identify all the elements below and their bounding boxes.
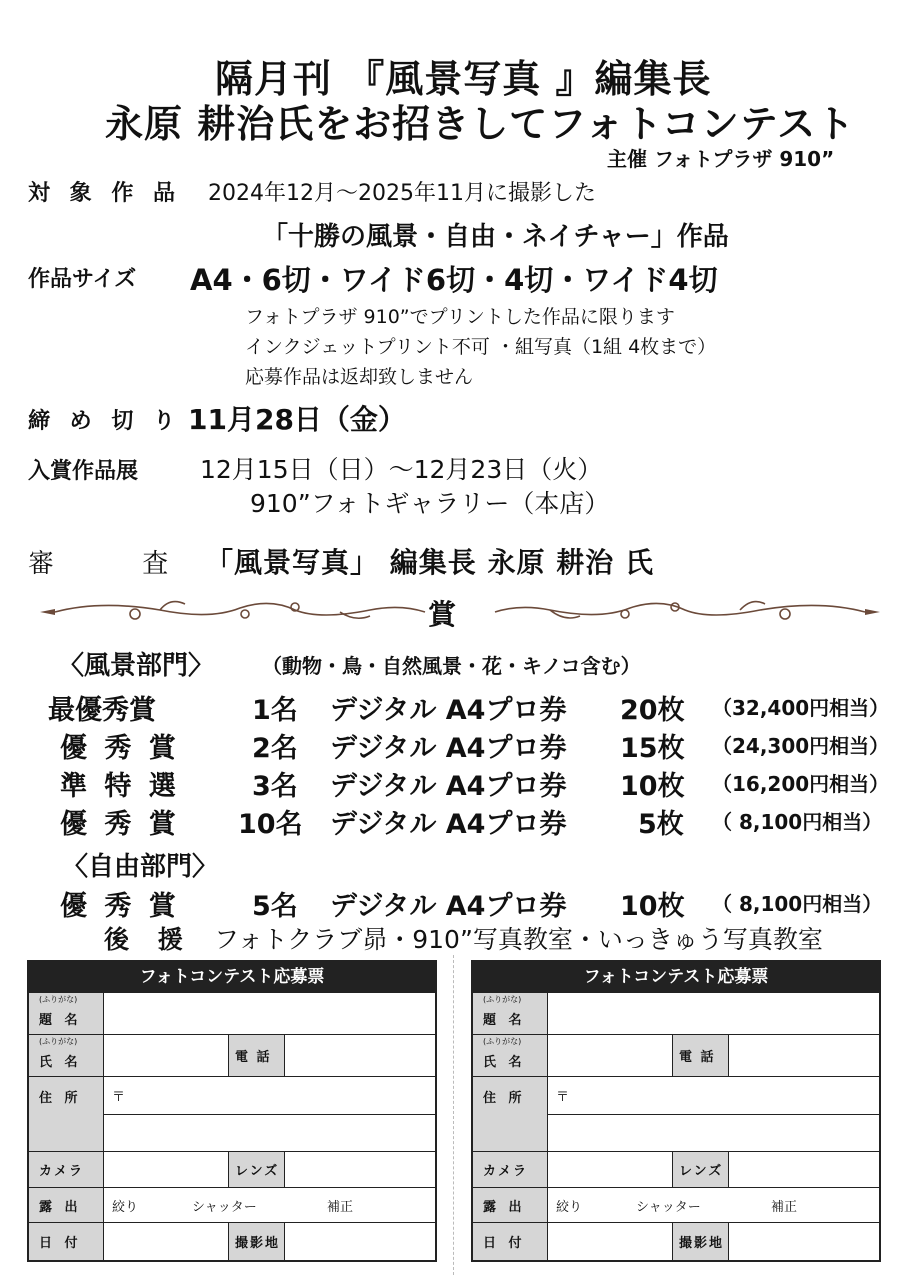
camera-label: カメラ	[29, 1152, 104, 1187]
support-label: 後 援	[104, 925, 193, 954]
date-field[interactable]	[548, 1223, 672, 1260]
form-row-address	[29, 1076, 435, 1151]
exhibition-venue: 910”フォトギャラリー（本店）	[250, 489, 610, 518]
deadline-value: 11月28日（金）	[188, 403, 406, 436]
award-count: 2名	[252, 733, 298, 764]
phone-field[interactable]	[285, 1035, 435, 1076]
header-line2: 永原 耕治氏をお招きしてフォトコンテスト	[105, 102, 856, 146]
form-row-camera	[29, 1151, 435, 1187]
award-count: 3名	[252, 771, 298, 802]
shutter-label: シャッター	[636, 1199, 701, 1215]
judge-label: 審 査	[28, 549, 209, 579]
award-qty: 10枚	[620, 891, 685, 922]
award-count: 10名	[238, 809, 303, 840]
award-prize: デジタル A4プロ券	[330, 809, 567, 840]
form-row-exposure	[473, 1187, 879, 1222]
title-field[interactable]	[548, 993, 879, 1034]
title-field[interactable]	[104, 993, 435, 1034]
name-label-text: 氏 名	[39, 1055, 82, 1070]
subject-period: 2024年12月～2025年11月に撮影した	[208, 181, 596, 206]
award-qty: 10枚	[620, 771, 685, 802]
organizer: 主催 フォトプラザ 910”	[607, 147, 835, 171]
form-title: フォトコンテスト応募票	[473, 962, 879, 992]
award-qty: 15枚	[620, 733, 685, 764]
form-row-camera	[473, 1151, 879, 1187]
award-qty: 20枚	[620, 695, 685, 726]
lens-field[interactable]	[729, 1152, 879, 1187]
form-title: フォトコンテスト応募票	[29, 962, 435, 992]
awards-flourish	[40, 592, 880, 632]
award-value: （ 8,100円相当）	[712, 892, 883, 916]
exhibition-dates: 12月15日（日）～12月23日（火）	[200, 455, 603, 484]
address-field-1[interactable]	[104, 1077, 435, 1115]
address-field-2[interactable]	[104, 1115, 435, 1152]
form-title-label	[29, 993, 104, 1034]
subject-theme: 「十勝の風景・自由・ネイチャー」作品	[262, 222, 729, 252]
award-value: （16,200円相当）	[712, 772, 890, 796]
size-note-3: 応募作品は返却致しません	[245, 366, 474, 388]
camera-field[interactable]	[548, 1152, 672, 1187]
form-name-label	[473, 1035, 548, 1076]
lens-label: レンズ	[672, 1152, 729, 1187]
form-row-title	[473, 992, 879, 1034]
furigana-note: (ふりがな)	[483, 1037, 522, 1046]
award-name: 優 秀 賞	[60, 891, 180, 922]
support-value: フォトクラブ昴・910”写真教室・いっきゅう写真教室	[214, 925, 823, 954]
deadline-label: 締 め 切 り	[28, 409, 181, 434]
form-row-exposure	[29, 1187, 435, 1222]
aperture-label: 絞り	[556, 1199, 583, 1215]
exposure-label: 露 出	[473, 1188, 548, 1222]
date-label: 日 付	[473, 1223, 548, 1260]
compensation-label: 補正	[771, 1199, 798, 1215]
award-qty: 5枚	[638, 809, 684, 840]
furigana-note: (ふりがな)	[39, 1037, 78, 1046]
phone-label: 電 話	[228, 1035, 285, 1076]
lens-label: レンズ	[228, 1152, 285, 1187]
award-value: （32,400円相当）	[712, 696, 890, 720]
title-label-text: 題 名	[39, 1013, 82, 1028]
address-field-2[interactable]	[548, 1115, 879, 1152]
furigana-note: (ふりがな)	[39, 995, 78, 1004]
free-title: 〈自由部門〉	[62, 852, 219, 882]
size-value: A4・6切・ワイド6切・4切・ワイド4切	[190, 263, 718, 297]
location-field[interactable]	[285, 1223, 435, 1260]
address-label: 住 所	[473, 1077, 548, 1151]
size-note-2: インクジェットプリント不可 ・組写真（1組 4枚まで）	[245, 336, 717, 358]
form-row-name	[29, 1034, 435, 1076]
size-label: 作品サイズ	[28, 267, 137, 292]
award-prize: デジタル A4プロ券	[330, 733, 567, 764]
award-prize: デジタル A4プロ券	[330, 891, 567, 922]
date-label: 日 付	[29, 1223, 104, 1260]
exhibition-label: 入賞作品展	[28, 459, 139, 484]
address-label: 住 所	[29, 1077, 104, 1151]
award-name: 準 特 選	[60, 771, 180, 802]
judge-value: 「風景写真」 編集長 永原 耕治 氏	[205, 546, 654, 579]
award-value: （ 8,100円相当）	[712, 810, 883, 834]
header-line1: 隔月刊 『風景写真 』編集長	[215, 57, 712, 101]
subject-label: 対 象 作 品	[28, 181, 181, 206]
entry-form-left	[27, 960, 437, 1262]
shutter-label: シャッター	[192, 1199, 257, 1215]
lens-field[interactable]	[285, 1152, 435, 1187]
awards-heading: 賞	[428, 598, 457, 631]
phone-label: 電 話	[672, 1035, 729, 1076]
exposure-field[interactable]	[548, 1188, 879, 1222]
form-row-title	[29, 992, 435, 1034]
location-label: 撮影地	[228, 1223, 285, 1260]
award-value: （24,300円相当）	[712, 734, 890, 758]
award-prize: デジタル A4プロ券	[330, 695, 567, 726]
cut-line	[453, 955, 454, 1275]
name-field[interactable]	[548, 1035, 672, 1076]
form-row-address	[473, 1076, 879, 1151]
camera-label: カメラ	[473, 1152, 548, 1187]
form-title-label	[473, 993, 548, 1034]
date-field[interactable]	[104, 1223, 228, 1260]
form-name-label	[29, 1035, 104, 1076]
title-label-text: 題 名	[483, 1013, 526, 1028]
entry-form-right	[471, 960, 881, 1262]
location-label: 撮影地	[672, 1223, 729, 1260]
address-field-1[interactable]	[548, 1077, 879, 1115]
furigana-note: (ふりがな)	[483, 995, 522, 1004]
form-row-name	[473, 1034, 879, 1076]
award-count: 5名	[252, 891, 298, 922]
award-prize: デジタル A4プロ券	[330, 771, 567, 802]
exposure-label: 露 出	[29, 1188, 104, 1222]
location-field[interactable]	[729, 1223, 879, 1260]
form-row-date	[29, 1222, 435, 1260]
aperture-label: 絞り	[112, 1199, 139, 1215]
award-count: 1名	[252, 695, 298, 726]
postal-mark: 〒	[112, 1089, 126, 1105]
award-name: 優 秀 賞	[60, 733, 180, 764]
form-row-date	[473, 1222, 879, 1260]
compensation-label: 補正	[327, 1199, 354, 1215]
landscape-title: 〈風景部門〉	[58, 651, 215, 681]
camera-field[interactable]	[104, 1152, 228, 1187]
landscape-note: （動物・鳥・自然風景・花・キノコ含む）	[262, 654, 641, 678]
postal-mark: 〒	[556, 1089, 570, 1105]
phone-field[interactable]	[729, 1035, 879, 1076]
name-label-text: 氏 名	[483, 1055, 526, 1070]
name-field[interactable]	[104, 1035, 228, 1076]
exposure-field[interactable]	[104, 1188, 435, 1222]
award-name: 最優秀賞	[48, 695, 156, 726]
award-name: 優 秀 賞	[60, 809, 180, 840]
size-note-1: フォトプラザ 910”でプリントした作品に限ります	[245, 306, 675, 328]
